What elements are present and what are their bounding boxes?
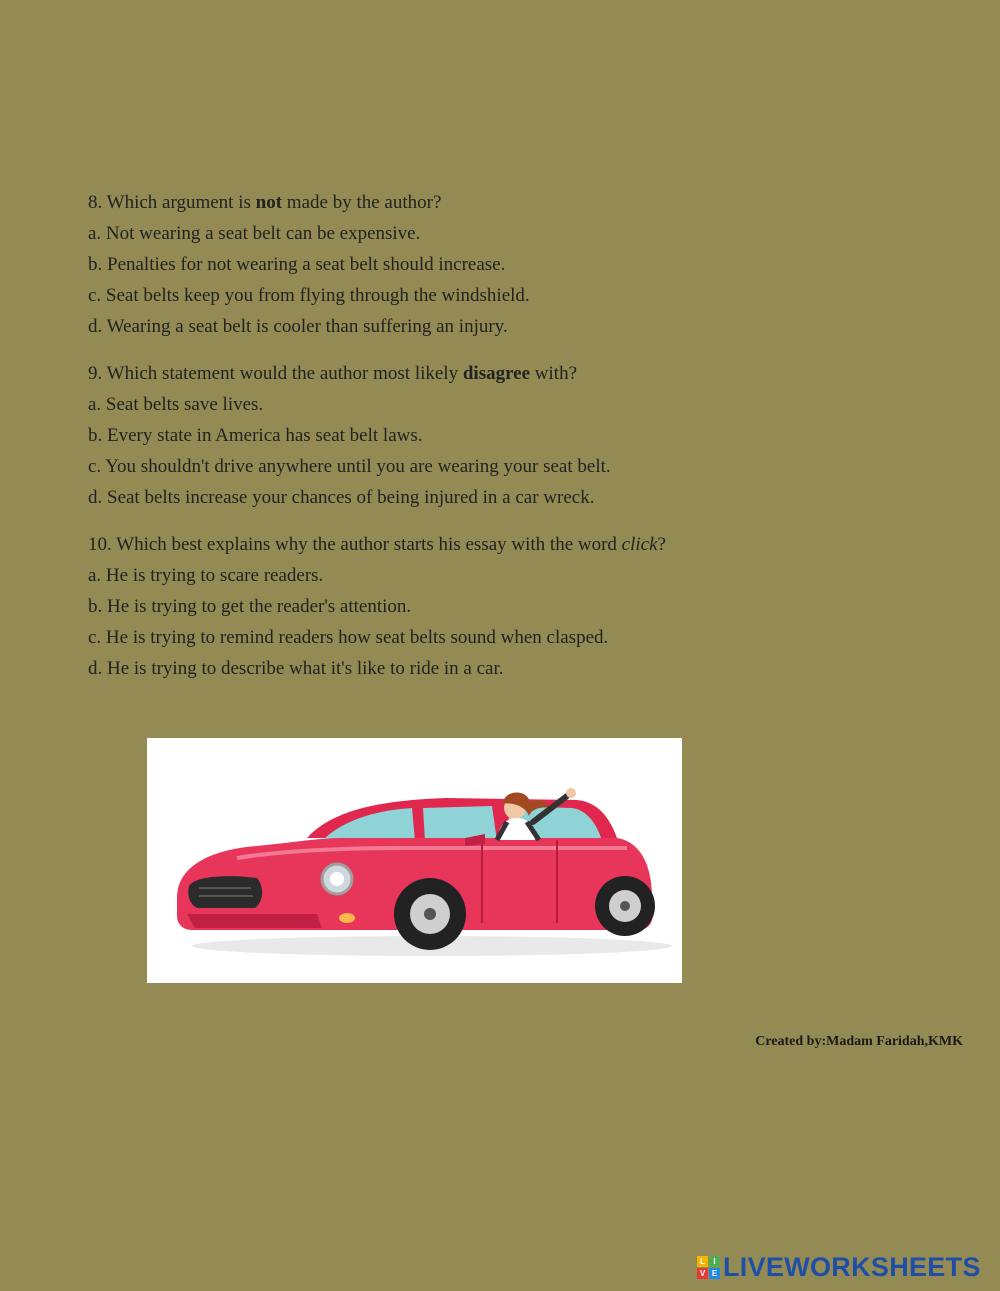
answer-option: c. He is trying to remind readers how seat belts sound when clasped. — [88, 627, 609, 648]
car-illustration-icon — [147, 738, 682, 983]
question-stem: 10. Which best explains why the author starts his essay with the word click? — [88, 534, 666, 555]
logo-tile: E — [709, 1268, 720, 1279]
answer-option: a. He is trying to scare readers. — [88, 565, 324, 586]
brand-name: LIVEWORKSHEETS — [723, 1252, 981, 1282]
question-10 — [88, 529, 848, 684]
answer-option: a. Seat belts save lives. — [88, 394, 264, 415]
answer-option: c. Seat belts keep you from flying through the windshield. — [88, 285, 530, 306]
answer-option: b. Penalties for not wearing a seat belt should increase. — [88, 254, 506, 275]
answer-option: a. Not wearing a seat belt can be expensive. — [88, 223, 421, 244]
question-8 — [88, 187, 848, 342]
answer-option: d. Seat belts increase your chances of being injured in a car wreck. — [88, 487, 595, 508]
logo-tile: V — [697, 1268, 708, 1279]
logo-tiles-icon — [697, 1256, 720, 1279]
question-stem: 9. Which statement would the author most likely disagree with? — [88, 363, 578, 384]
answer-option: d. Wearing a seat belt is cooler than suffering an injury. — [88, 316, 508, 337]
liveworksheets-logo — [697, 1252, 981, 1283]
logo-tile: I — [709, 1256, 720, 1267]
emphasis-word: click — [621, 534, 658, 555]
author-credit: Created by:Madam Faridah,KMK — [755, 1034, 963, 1049]
car-illustration — [147, 738, 682, 983]
answer-option: c. You shouldn't drive anywhere until you are wearing your seat belt. — [88, 456, 611, 477]
logo-tile: L — [697, 1256, 708, 1267]
question-9 — [88, 358, 848, 513]
answer-option: b. Every state in America has seat belt laws. — [88, 425, 423, 446]
answer-option: b. He is trying to get the reader's attention. — [88, 596, 412, 617]
emphasis-word: not — [255, 192, 283, 213]
emphasis-word: disagree — [462, 363, 531, 384]
question-stem: 8. Which argument is not made by the author? — [88, 192, 442, 213]
answer-option: d. He is trying to describe what it's like to ride in a car. — [88, 658, 504, 679]
